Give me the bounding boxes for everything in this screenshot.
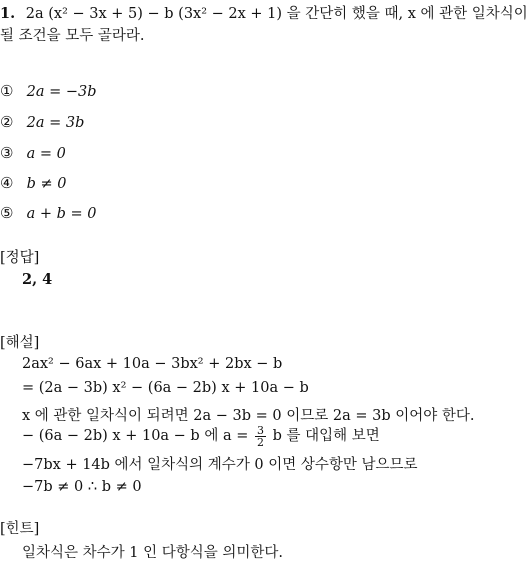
choice-text: b ≠ 0 — [26, 176, 67, 192]
choice-4 — [0, 174, 66, 192]
choice-mark: ① — [0, 82, 14, 100]
explanation-line-6: −7b ≠ 0 ∴ b ≠ 0 — [22, 479, 142, 495]
hint-label: [힌트] — [0, 521, 40, 537]
choice-5 — [0, 204, 97, 222]
choice-3 — [0, 144, 66, 162]
choice-mark: ③ — [0, 144, 14, 162]
choice-text: 2a = −3b — [26, 84, 97, 100]
question-line-1 — [0, 2, 528, 23]
choice-1 — [0, 82, 97, 100]
choice-mark: ⑤ — [0, 204, 14, 222]
explanation-line-3: x 에 관한 일차식이 되려면 2a − 3b = 0 이므로 2a = 3b 이어야 한다. — [22, 408, 475, 424]
answer-label: [정답] — [0, 250, 40, 266]
fraction-numerator: 3 — [256, 423, 264, 437]
fraction-three-halves — [255, 425, 266, 448]
question-number: 1. — [0, 5, 16, 22]
fraction-denominator: 2 — [256, 435, 264, 449]
question-text-1: 2a (x² − 3x + 5) − b (3x² − 2x + 1) 을 간단히 했을 때, x 에 관한 일차식이 — [25, 6, 528, 22]
choice-text: 2a = 3b — [26, 115, 85, 131]
question-line-2: 될 조건을 모두 골라라. — [0, 28, 145, 44]
choice-mark: ④ — [0, 174, 14, 192]
explanation-line-4 — [22, 424, 380, 448]
explanation-line-1: 2ax² − 6ax + 10a − 3bx² + 2bx − b — [22, 356, 283, 372]
explanation-line-5: −7bx + 14b 에서 일차식의 계수가 0 이면 상수항만 남으므로 — [22, 457, 418, 473]
choice-text: a = 0 — [26, 146, 66, 162]
explanation-line-2: = (2a − 3b) x² − (6a − 2b) x + 10a − b — [22, 380, 309, 396]
explanation-line-4a: − (6a − 2b) x + 10a − b 에 a = — [22, 428, 249, 444]
answer-value: 2, 4 — [22, 271, 53, 288]
explanation-line-4b: b 를 대입해 보면 — [272, 428, 380, 444]
hint-text: 일차식은 차수가 1 인 다항식을 의미한다. — [22, 545, 283, 561]
explanation-label: [해설] — [0, 335, 40, 351]
choice-2 — [0, 113, 84, 131]
choice-text: a + b = 0 — [26, 206, 97, 222]
choice-mark: ② — [0, 113, 14, 131]
